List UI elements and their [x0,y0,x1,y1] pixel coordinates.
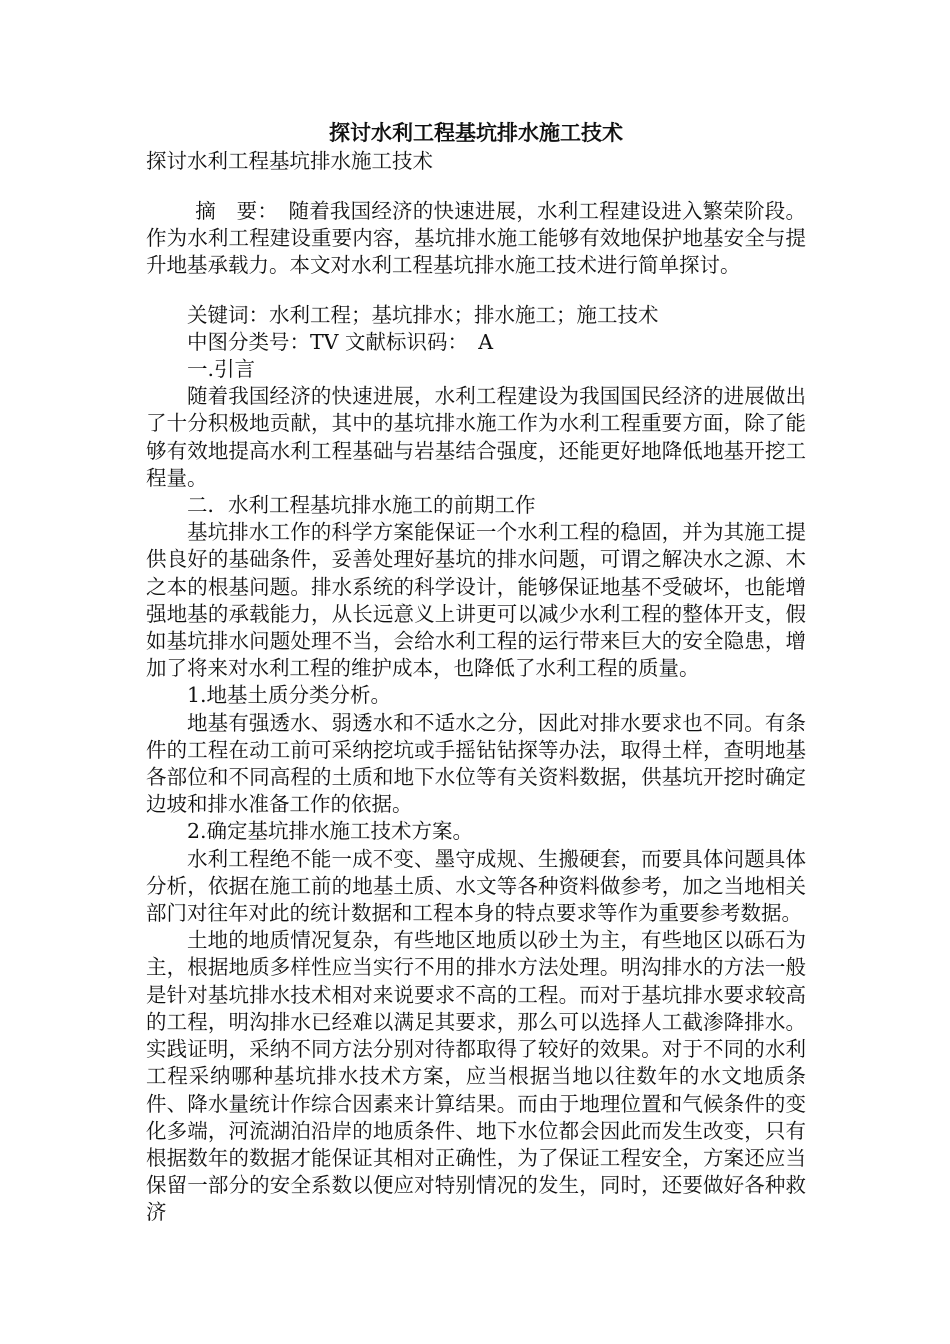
body-paragraph: 土地的地质情况复杂，有些地区地质以砂土为主，有些地区以砾石为主，根据地质多样性应当实行不用的排水方法处理。明沟排水的方法一般是针对基坑排水技术相对来说要求不高的工程。而对于基坑排水要求较高的工程，明沟排水已经难以满足其要求，那么可以选择人工截渗降排水。实践证明，采纳不同方法分别对待都取得了较好的效果。对于不同的水利工程采纳哪种基坑排水技术方案，应当根据当地以往数年的水文地质条件、降水量统计作综合因素来计算结果。而由于地理位置和气候条件的变化多端，河流湖泊沿岸的地质条件、地下水位都会因此而发生改变，只有根据数年的数据才能保证其相对正确性，为了保证工程安全，方案还应当保留一部分的安全系数以便应对特别情况的发生，同时，还要做好各种救济 [146,928,806,1225]
body-paragraph: 水利工程绝不能一成不变、墨守成规、生搬硬套，而要具体问题具体分析，依据在施工前的地基土质、水文等各种资料做参考，加之当地相关部门对往年对此的统计数据和工程本身的特点要求等作为重要参考数据。 [146,846,806,926]
document-subtitle: 探讨水利工程基坑排水施工技术 [146,149,433,173]
section-heading-introduction: 一.引言 [187,357,256,382]
body-paragraph: 基坑排水工作的科学方案能保证一个水利工程的稳固，并为其施工提供良好的基础条件，妥善处理好基坑的排水问题，可谓之解决水之源、木之本的根基问题。排水系统的科学设计，能够保证地基不受破坏，也能增强地基的承载能力，从长远意义上讲更可以减少水利工程的整体开支，假如基坑排水问题处理不当，会给水利工程的运行带来巨大的安全隐患，增加了将来对水利工程的维护成本，也降低了水利工程的质量。 [146,520,806,681]
keywords-line: 关键词：水利工程；基坑排水；排水施工；施工技术 [187,302,659,327]
subsection-heading-soil-analysis: 1.地基土质分类分析。 [187,683,392,708]
section-heading-preliminary-work: 二．水利工程基坑排水施工的前期工作 [187,493,536,518]
document-page [146,118,806,1227]
subsection-heading-drainage-plan: 2.确定基坑排水施工技术方案。 [187,819,474,844]
abstract-paragraph: 摘 要： 随着我国经济的快速进展，水利工程建设进入繁荣阶段。作为水利工程建设重要内容，基坑排水施工能够有效地保护地基安全与提升地基承载力。本文对水利工程基坑排水施工技术进行简单探讨。 [146,199,806,278]
document-title: 探讨水利工程基坑排水施工技术 [329,120,623,145]
body-paragraph: 随着我国经济的快速进展，水利工程建设为我国国民经济的进展做出了十分积极地贡献，其中的基坑排水施工作为水利工程重要方面，除了能够有效地提高水利工程基础与岩基结合强度，还能更好地降低地基开挖工程量。 [146,384,806,490]
body-paragraph: 地基有强透水、弱透水和不适水之分，因此对排水要求也不同。有条件的工程在动工前可采纳挖坑或手摇钻钻探等办法，取得土样，查明地基各部位和不同高程的土质和地下水位等有关资料数据，供基坑开挖时确定边坡和排水准备工作的依据。 [146,710,806,817]
classification-line: 中图分类号：TV 文献标识码： A [187,329,494,354]
